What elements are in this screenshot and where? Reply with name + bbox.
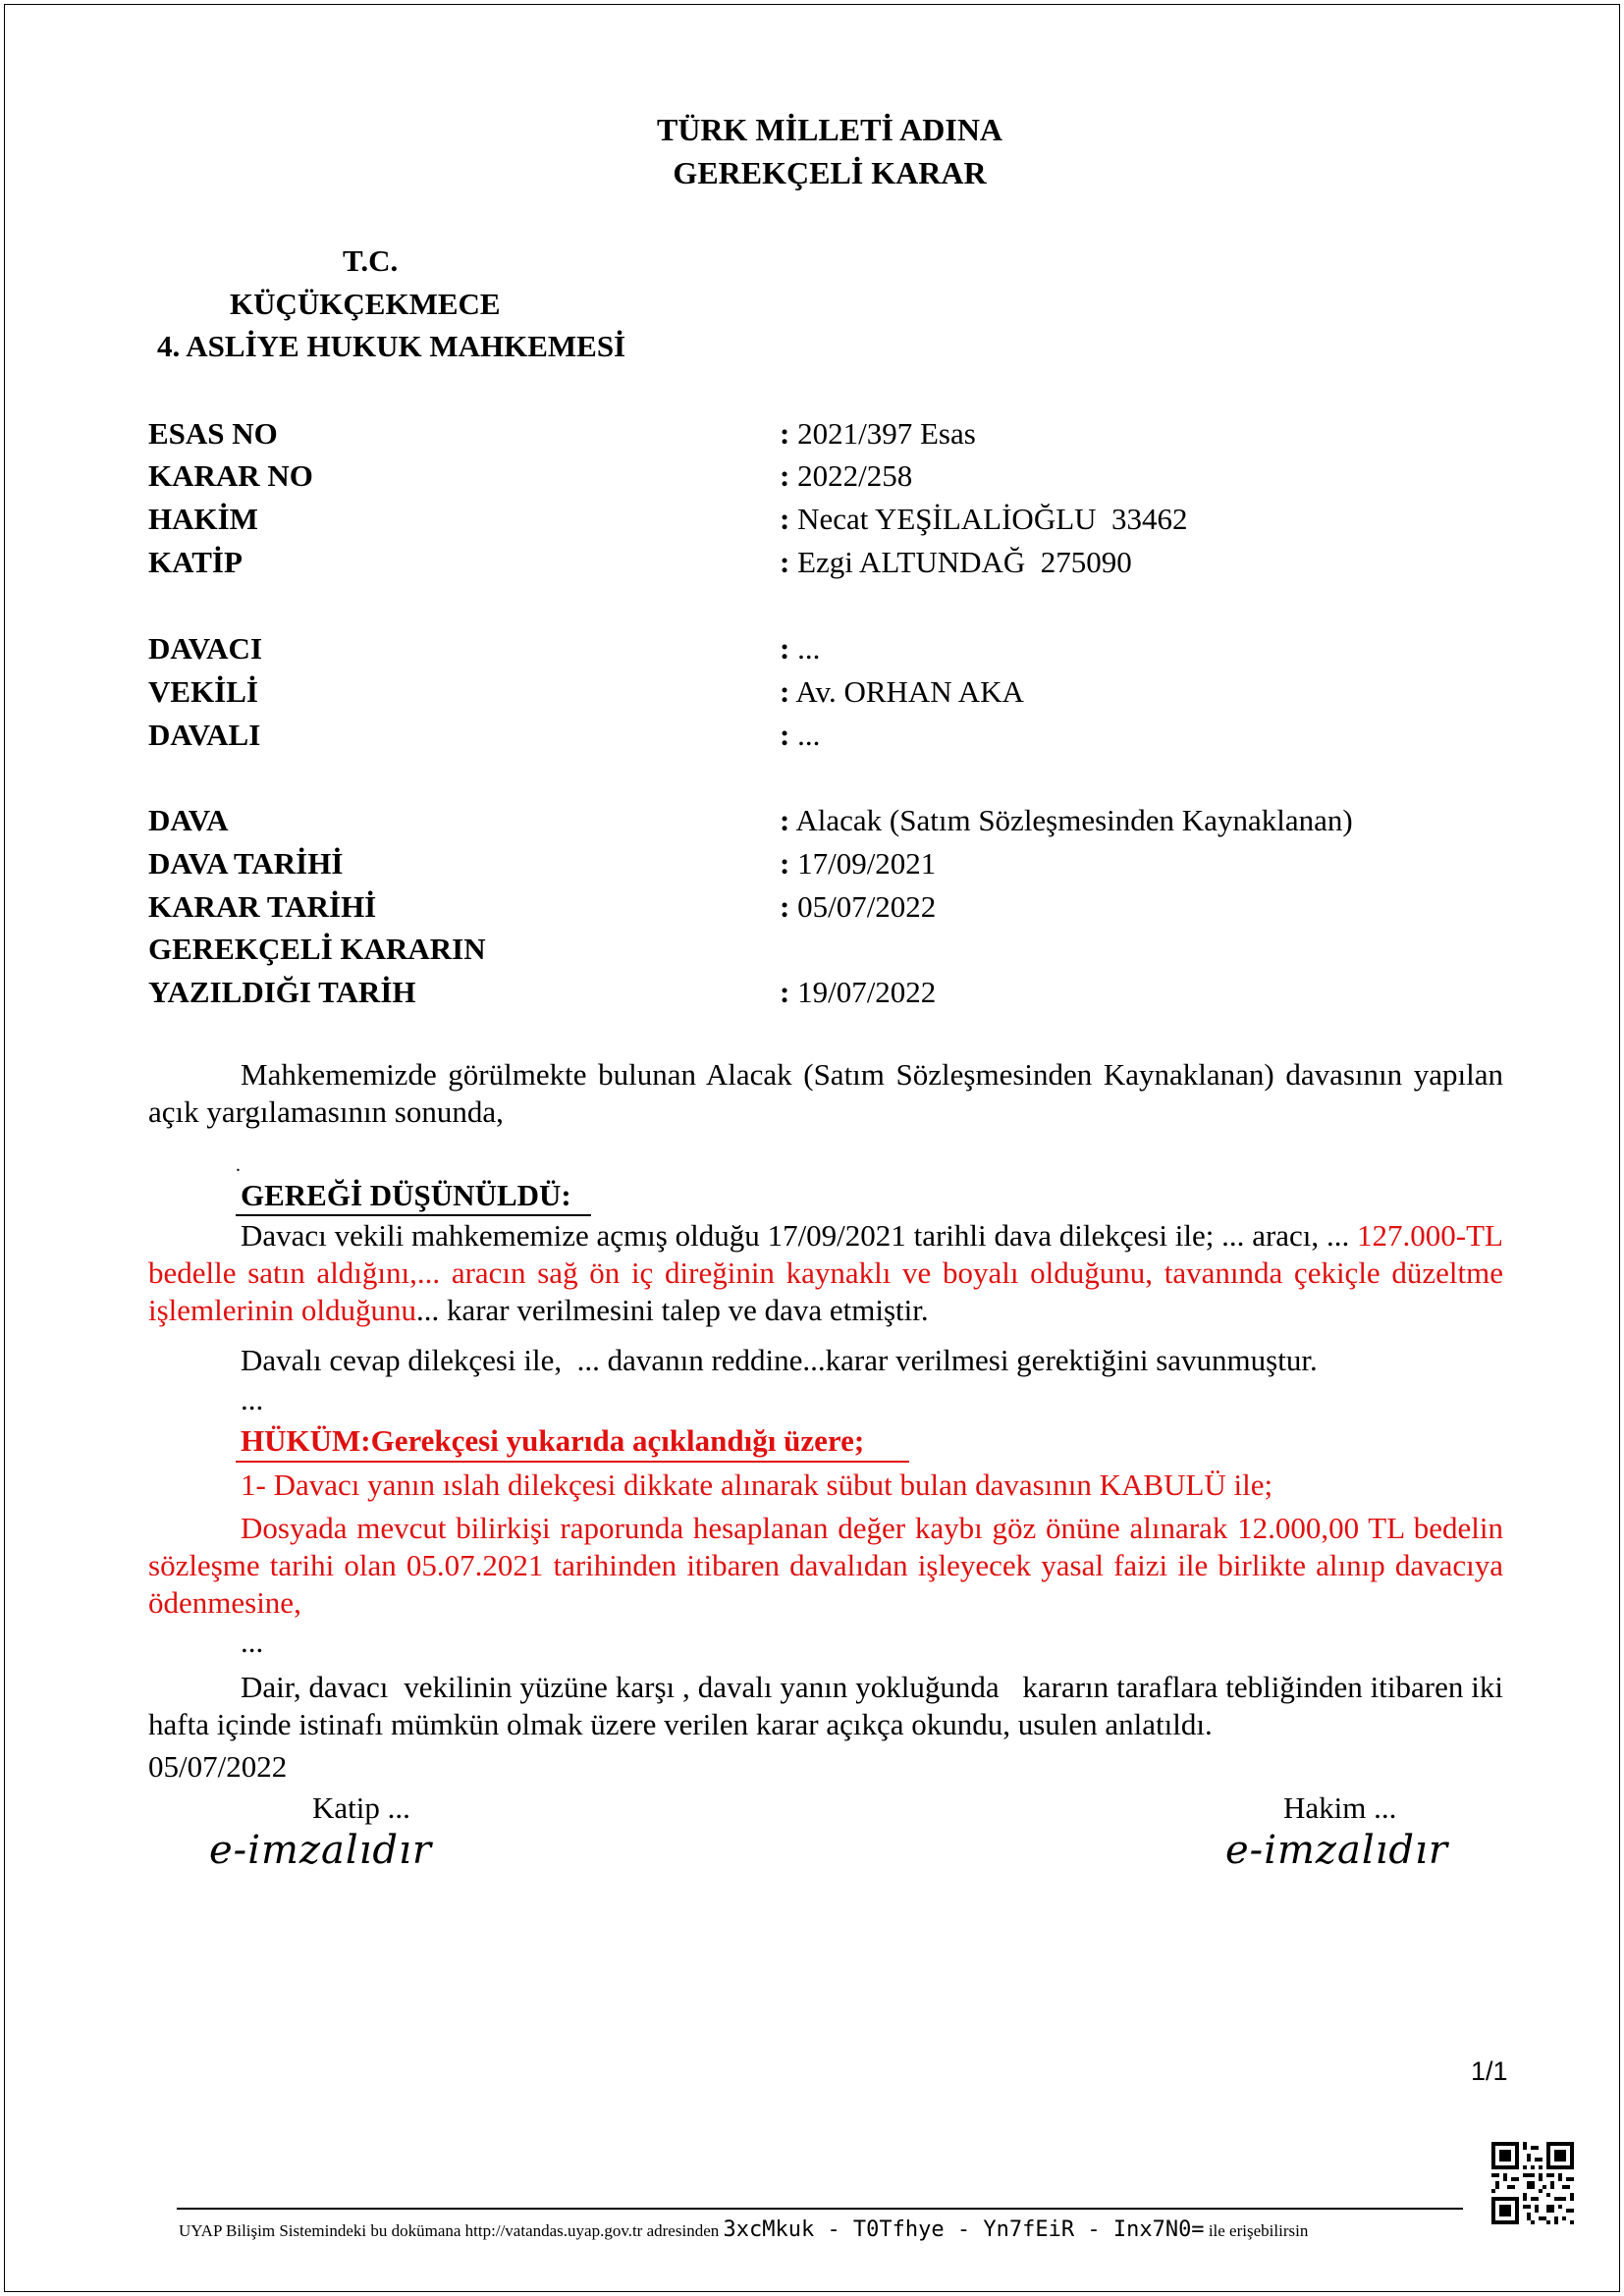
- clerk-label: Katip ...: [312, 1790, 410, 1825]
- ellipsis: ...: [241, 1625, 264, 1659]
- case-detail-value: : 19/07/2022: [780, 975, 937, 1009]
- footer-divider: [177, 2208, 1463, 2210]
- verdict-title: HÜKÜM:Gerekçesi yukarıda açıklandığı üzere;: [241, 1423, 865, 1458]
- party-label: DAVACI: [148, 631, 263, 666]
- document-subtitle: GEREKÇELİ KARAR: [673, 155, 987, 190]
- ellipsis: ...: [241, 1382, 264, 1416]
- party-value: : ...: [780, 631, 821, 666]
- verdict-title-underline: [236, 1461, 909, 1463]
- verdict-item-2: Dosyada mevcut bilirkişi raporunda hesaplanan değer kaybı göz önüne alınarak 12.000,00 TL bedelin sözleşme tarihi olan 05.07.2021 tarihinden itibaren davalıdan işleyecek yasal faizi ile birlikte alınıp davacıya ödenmesine,: [148, 1511, 1503, 1620]
- case-info-label: HAKİM: [148, 502, 258, 536]
- page-number: 1/1: [1471, 2056, 1508, 2086]
- footer-verification: [179, 2217, 1308, 2242]
- verdict-item-1: 1- Davacı yanın ıslah dilekçesi dikkate alınarak sübut bulan davasının KABULÜ ile;: [241, 1468, 1273, 1502]
- case-detail-label: DAVA TARİHİ: [148, 846, 344, 881]
- claim-text-highlighted: 127.000-TL bedelle satın aldığını,... aracın sağ ön iç direğinin kaynaklı ve boyalı olduğunu, tavanında çekiçle düzeltme işlemlerinin olduğunu: [148, 1218, 1503, 1327]
- footer-suffix: ile erişebilirsin: [1208, 2221, 1309, 2240]
- case-detail-value: : 05/07/2022: [780, 889, 937, 924]
- party-value: : Av. ORHAN AKA: [780, 674, 1024, 709]
- verification-code: 3xcMkuk - T0Tfhye - Yn7fEiR - Inx7N0=: [723, 2217, 1205, 2242]
- qr-code: [1491, 2142, 1574, 2224]
- party-label: DAVALI: [148, 718, 261, 752]
- claim-paragraph: [148, 1217, 1503, 1329]
- section-title-gd: GEREĞİ DÜŞÜNÜLDÜ:: [241, 1178, 571, 1212]
- decision-date: 05/07/2022: [148, 1749, 288, 1784]
- case-info-label: KARAR NO: [148, 458, 313, 493]
- defense-paragraph: Davalı cevap dilekçesi ile, ... davanın reddine...karar verilmesi gerektiğini savunmuştur.: [241, 1343, 1318, 1377]
- clerk-e-signature: e-imzalıdır: [209, 1828, 432, 1873]
- judge-label: Hakim ...: [1283, 1790, 1397, 1825]
- case-info-label: ESAS NO: [148, 416, 278, 451]
- court-country: T.C.: [343, 243, 399, 278]
- case-detail-label: YAZILDIĞI TARİH: [148, 975, 416, 1009]
- section-dot: .: [236, 1154, 241, 1176]
- case-detail-value: : Alacak (Satım Sözleşmesinden Kaynaklanan): [780, 803, 1353, 837]
- intro-paragraph: Mahkememizde görülmekte bulunan Alacak (Satım Sözleşmesinden Kaynaklanan) davasının yapılan açık yargılamasının sonunda,: [148, 1057, 1503, 1129]
- party-value: : ...: [780, 718, 821, 752]
- case-info-value: : Necat YEŞİLALİOĞLU 33462: [780, 502, 1188, 536]
- case-info-value: : Ezgi ALTUNDAĞ 275090: [780, 545, 1132, 579]
- case-detail-label: KARAR TARİHİ: [148, 889, 377, 924]
- closing-paragraph: Dair, davacı vekilinin yüzüne karşı , davalı yanın yokluğunda kararın taraflara tebliğinden itibaren iki hafta içinde istinafı mümkün olmak üzere verilen karar açıkça okundu, usulen anlatıldı.: [148, 1670, 1511, 1741]
- case-info-label: KATİP: [148, 545, 243, 579]
- court-name: 4. ASLİYE HUKUK MAHKEMESİ: [157, 329, 626, 363]
- case-info-value: : 2021/397 Esas: [780, 416, 976, 451]
- case-detail-label: GEREKÇELİ KARARIN: [148, 932, 486, 966]
- party-label: VEKİLİ: [148, 674, 258, 709]
- claim-text: Davacı vekili mahkememize açmış olduğu 17/09/2021 tarihli dava dilekçesi ile; ... aracı, ...: [241, 1218, 1350, 1253]
- claim-text-tail: ... karar verilmesini talep ve dava etmiştir.: [415, 1293, 929, 1327]
- section-title-underline: [236, 1214, 591, 1216]
- document-title: TÜRK MİLLETİ ADINA: [656, 112, 1003, 147]
- footer-prefix: UYAP Bilişim Sistemindeki bu dokümana http://vatandas.uyap.gov.tr adresinden: [179, 2221, 720, 2240]
- judge-e-signature: e-imzalıdır: [1225, 1828, 1448, 1873]
- court-city: KÜÇÜKÇEKMECE: [230, 287, 501, 321]
- case-info-value: : 2022/258: [780, 458, 913, 493]
- case-detail-value: : 17/09/2021: [780, 846, 937, 881]
- case-detail-label: DAVA: [148, 803, 229, 837]
